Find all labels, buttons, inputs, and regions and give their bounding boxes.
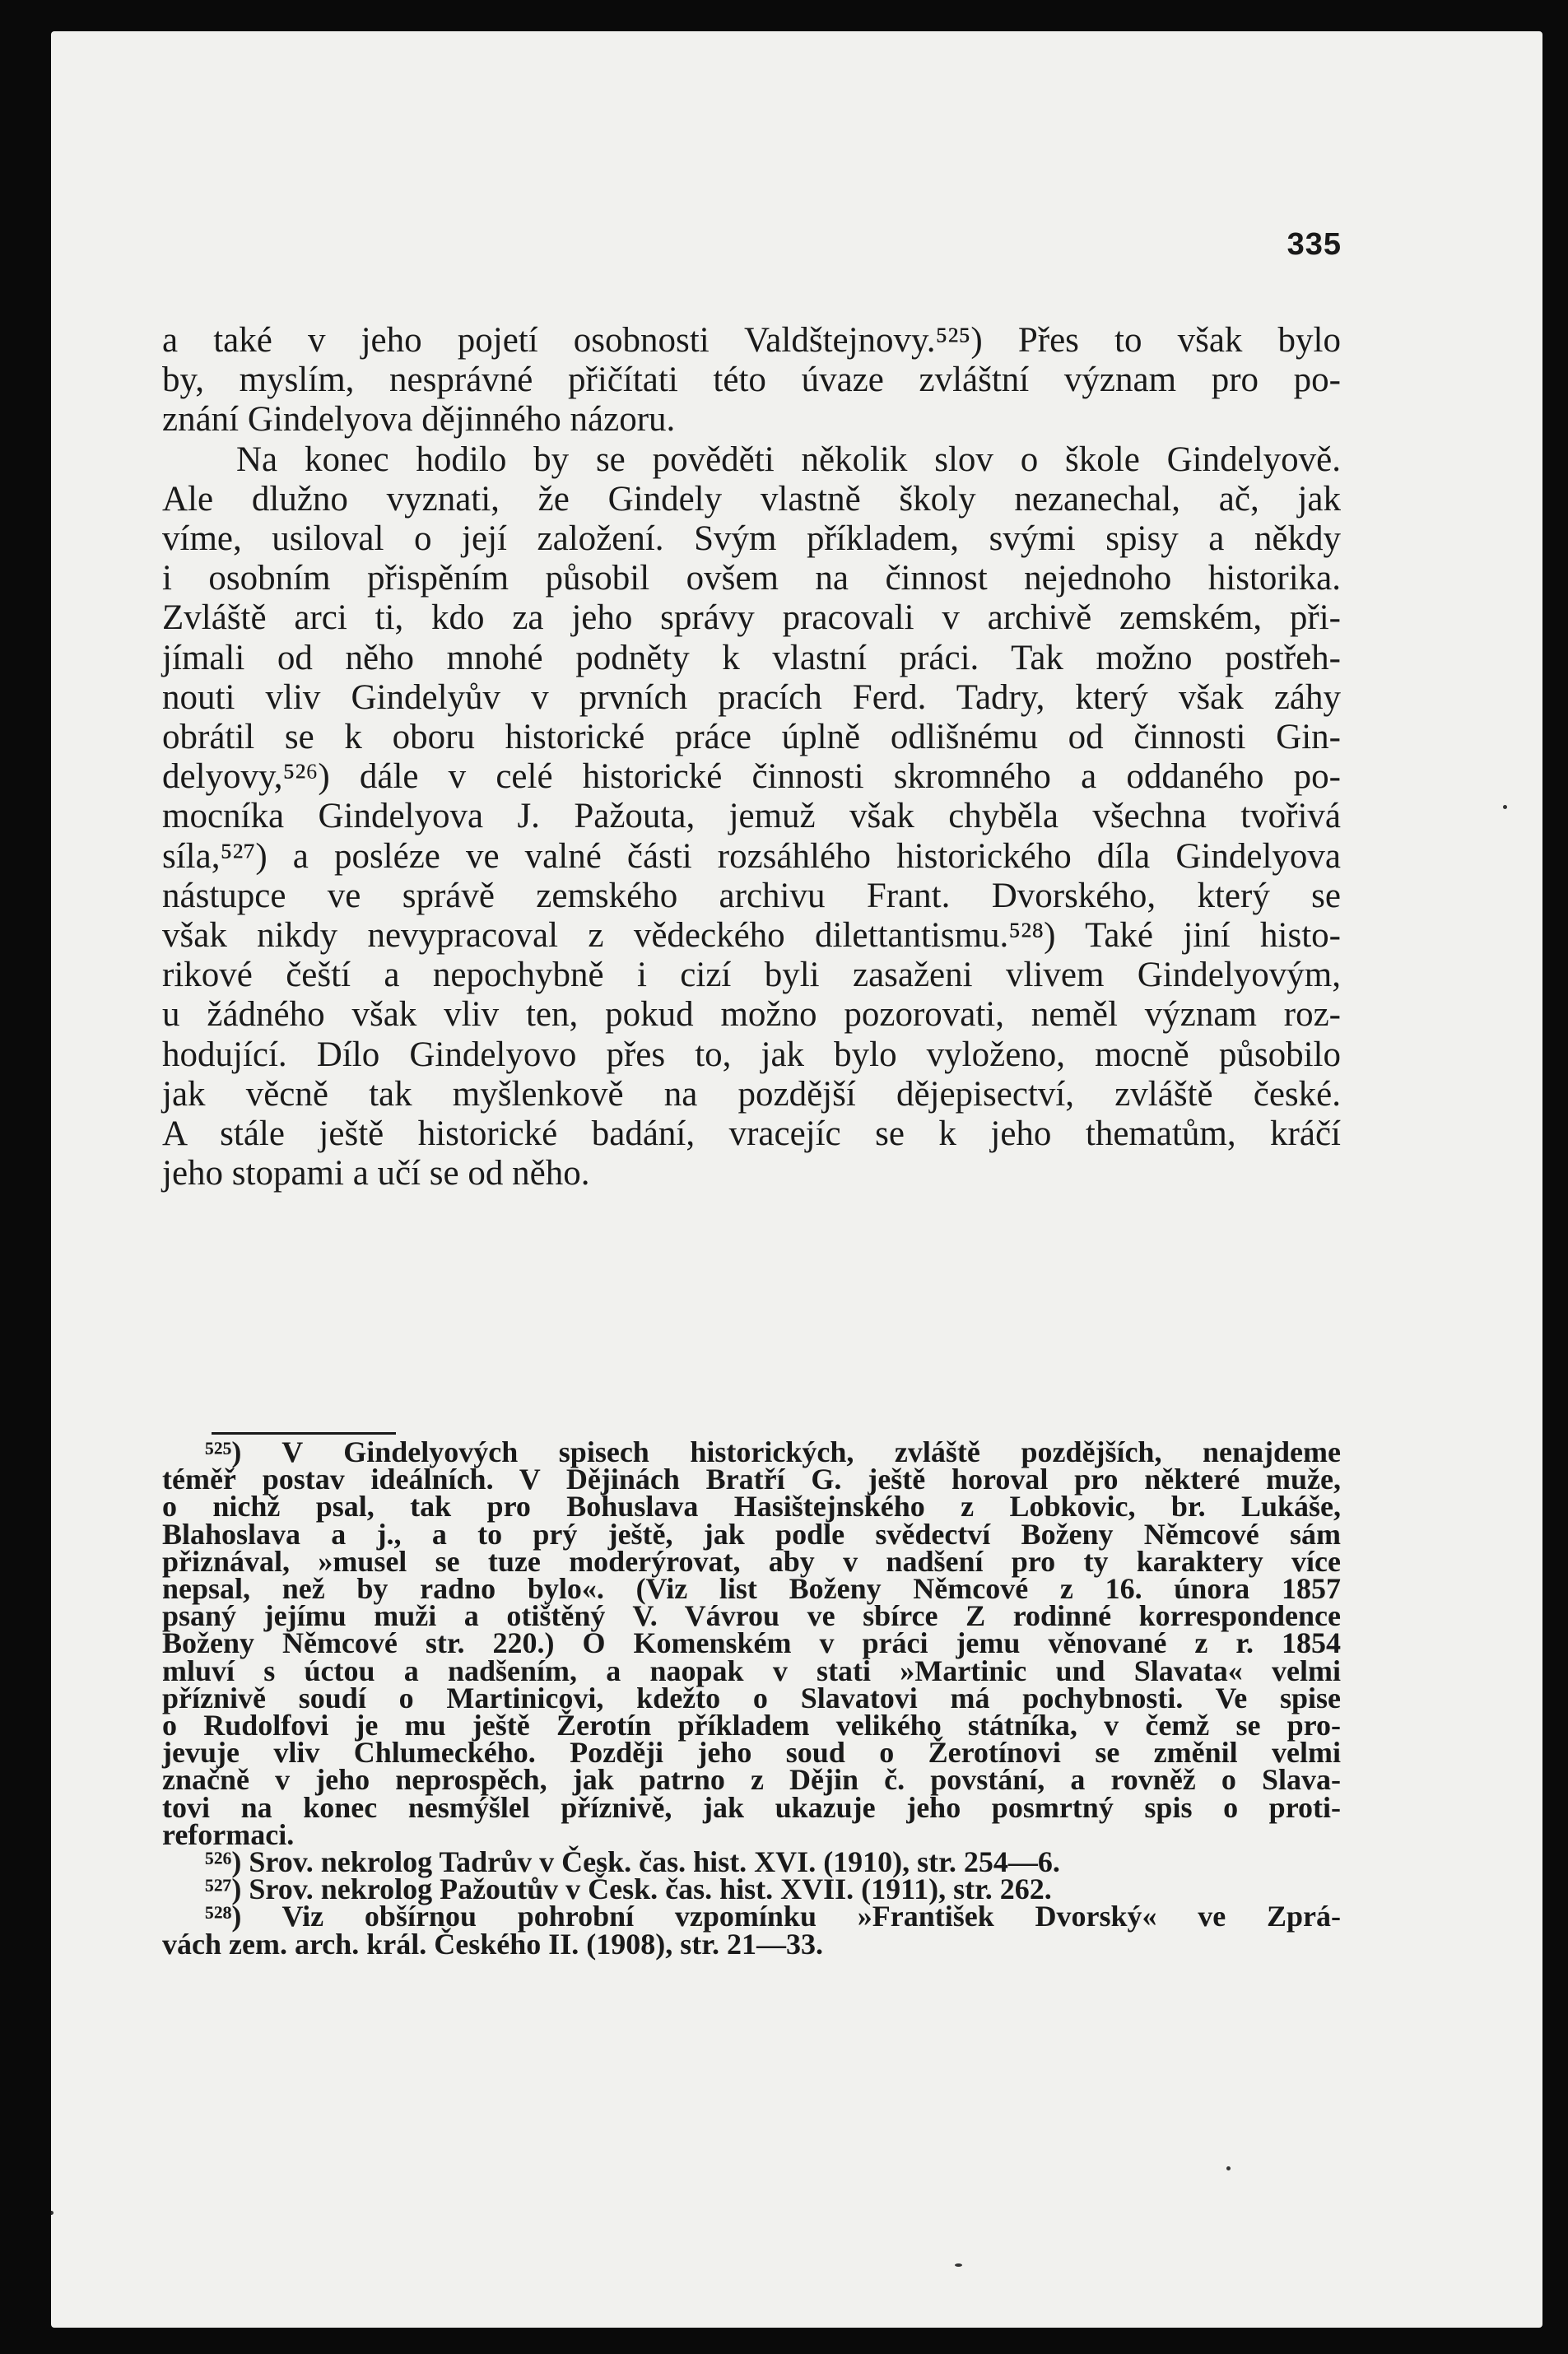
body-line: Na konec hodilo by se pověděti několik slov o škole Gindelyově. (236, 440, 1341, 479)
footnote-line: Boženy Němcové str. 220.) O Komenském v práci jemu věnované z r. 1854 (162, 1626, 1341, 1660)
footnote-mark: ⁵²⁷) (205, 1872, 242, 1906)
footnote-mark: ⁵²⁸) (205, 1900, 242, 1933)
body-line: jak věcně tak myšlenkově na pozdější dějepisectví, zvláště české. (162, 1074, 1341, 1114)
footnote-line: tovi na konec nesmýšlel příznivě, jak ukazuje jeho posmrtný spis o proti- (162, 1790, 1341, 1824)
footnote-line: o Rudolfovi je mu ještě Žerotín příkladem velikého státníka, v čemž se pro- (162, 1709, 1341, 1742)
footnote-mark: ⁵²⁶) (205, 1845, 242, 1879)
body-line: jímali od něho mnohé podněty k vlastní práci. Tak možno postřeh- (162, 638, 1341, 677)
main-text (162, 321, 1341, 1193)
scan-speck (1503, 805, 1507, 809)
footnotes (162, 1435, 1341, 1961)
body-line: delyovy,⁵²⁶) dále v celé historické činnosti skromného a oddaného po- (162, 757, 1341, 797)
body-line: rikové čeští a nepochybně i cizí byli zasaženi vlivem Gindelyovým, (162, 956, 1341, 995)
body-line: u žádného však vliv ten, pokud možno pozorovati, neměl význam roz- (162, 995, 1341, 1035)
footnote-separator (212, 1432, 396, 1435)
footnote-line: V Gindelyových spisech historických, zvláště pozdějších, nenajdeme (281, 1435, 1341, 1468)
footnote-line: jevuje vliv Chlumeckého. Později jeho soud o Žerotínovi se změnil velmi (162, 1736, 1341, 1770)
body-line: nástupce ve správě zemského archivu Frant. Dvorského, který se (162, 876, 1341, 915)
body-line: i osobním přispěním působil ovšem na činnost nejednoho historika. (162, 559, 1341, 598)
scan-speck (955, 2263, 962, 2267)
footnote-528 (162, 1900, 1341, 1961)
footnote-line: nepsal, než by radno bylo«. (Viz list Boženy Němcové z 16. února 1857 (162, 1572, 1341, 1606)
body-line: obrátil se k oboru historické práce úplně odlišnému od činnosti Gin- (162, 718, 1341, 757)
footnote-525 (162, 1435, 1341, 1851)
body-line: nouti vliv Gindelyův v prvních pracích Ferd. Tadry, který však záhy (162, 677, 1341, 717)
body-line: víme, usiloval o její založení. Svým příkladem, svými spisy a někdy (162, 519, 1341, 559)
footnote-line: psaný jejímu muži a otištěný V. Vávrou ve sbírce Z rodinné korrespondence (162, 1599, 1341, 1633)
footnote-line: přiznával, »musel se tuze moderýrovat, aby v nadšení pro ty karaktery více (162, 1544, 1341, 1578)
body-line: a také v jeho pojetí osobnosti Valdštejnovy.⁵²⁵) Přes to však bylo (162, 321, 1341, 360)
footnote-line: o nichž psal, tak pro Bohuslava Hasištejnského z Lobkovic, br. Lukáše, (162, 1490, 1341, 1524)
footnote-line: Srov. nekrolog Pažoutův v Česk. čas. hist. XVII. (1911), str. 262. (249, 1872, 1052, 1906)
scan-speck (51, 2211, 54, 2215)
body-line: Ale dlužno vyznati, že Gindely vlastně školy nezanechal, ač, jak (162, 479, 1341, 519)
body-line: síla,⁵²⁷) a posléze ve valné části rozsáhlého historického díla Gindelyova (162, 836, 1341, 876)
footnote-line: téměř postav ideálních. V Dějinách Bratří G. ještě horoval pro některé muže, (162, 1463, 1341, 1496)
footnote-line: Viz obšírnou pohrobní vzpomínku »František Dvorský« ve Zprá- (281, 1900, 1341, 1933)
footnote-line: příznivě soudí o Martinicovi, kdežto o Slavatovi má pochybnosti. Ve spise (162, 1681, 1341, 1714)
scanned-page (51, 31, 1542, 2328)
footnote-line: značně v jeho neprospěch, jak patrno z Dějin č. povstání, a rovněž o Slava- (162, 1763, 1341, 1797)
page-number: 335 (1287, 227, 1342, 262)
body-line: hodující. Dílo Gindelyovo přes to, jak bylo vyloženo, mocně působilo (162, 1035, 1341, 1074)
body-line: však nikdy nevypracoval z vědeckého dilettantismu.⁵²⁸) Také jiní histo- (162, 916, 1341, 956)
footnote-line: reformaci. (162, 1817, 295, 1851)
body-line: mocníka Gindelyova J. Pažouta, jemuž však chyběla všechna tvořivá (162, 797, 1341, 836)
scan-speck (1226, 2166, 1231, 2170)
footnote-line: mluví s úctou a nadšením, a naopak v stati »Martinic und Slavata« velmi (162, 1654, 1341, 1687)
footnote-line: Srov. nekrolog Tadrův v Česk. čas. hist. XVI. (1910), str. 254—6. (249, 1845, 1060, 1879)
body-line: A stále ještě historické badání, vracejíc se k jeho thematům, kráčí (162, 1114, 1341, 1154)
body-line: by, myslím, nesprávné přičítati této úvaze zvláštní význam pro po- (162, 361, 1341, 400)
body-line: znání Gindelyova dějinného názoru. (162, 400, 676, 440)
footnote-line: Blahoslava a j., a to prý ještě, jak podle svědectví Boženy Němcové sám (162, 1517, 1341, 1551)
body-line: Zvláště arci ti, kdo za jeho správy pracovali v archivě zemském, při- (162, 598, 1341, 638)
footnote-mark: ⁵²⁵) (205, 1435, 242, 1468)
body-line: jeho stopami a učí se od něho. (162, 1154, 590, 1193)
footnote-line: vách zem. arch. král. Českého II. (1908), str. 21—33. (162, 1927, 823, 1961)
